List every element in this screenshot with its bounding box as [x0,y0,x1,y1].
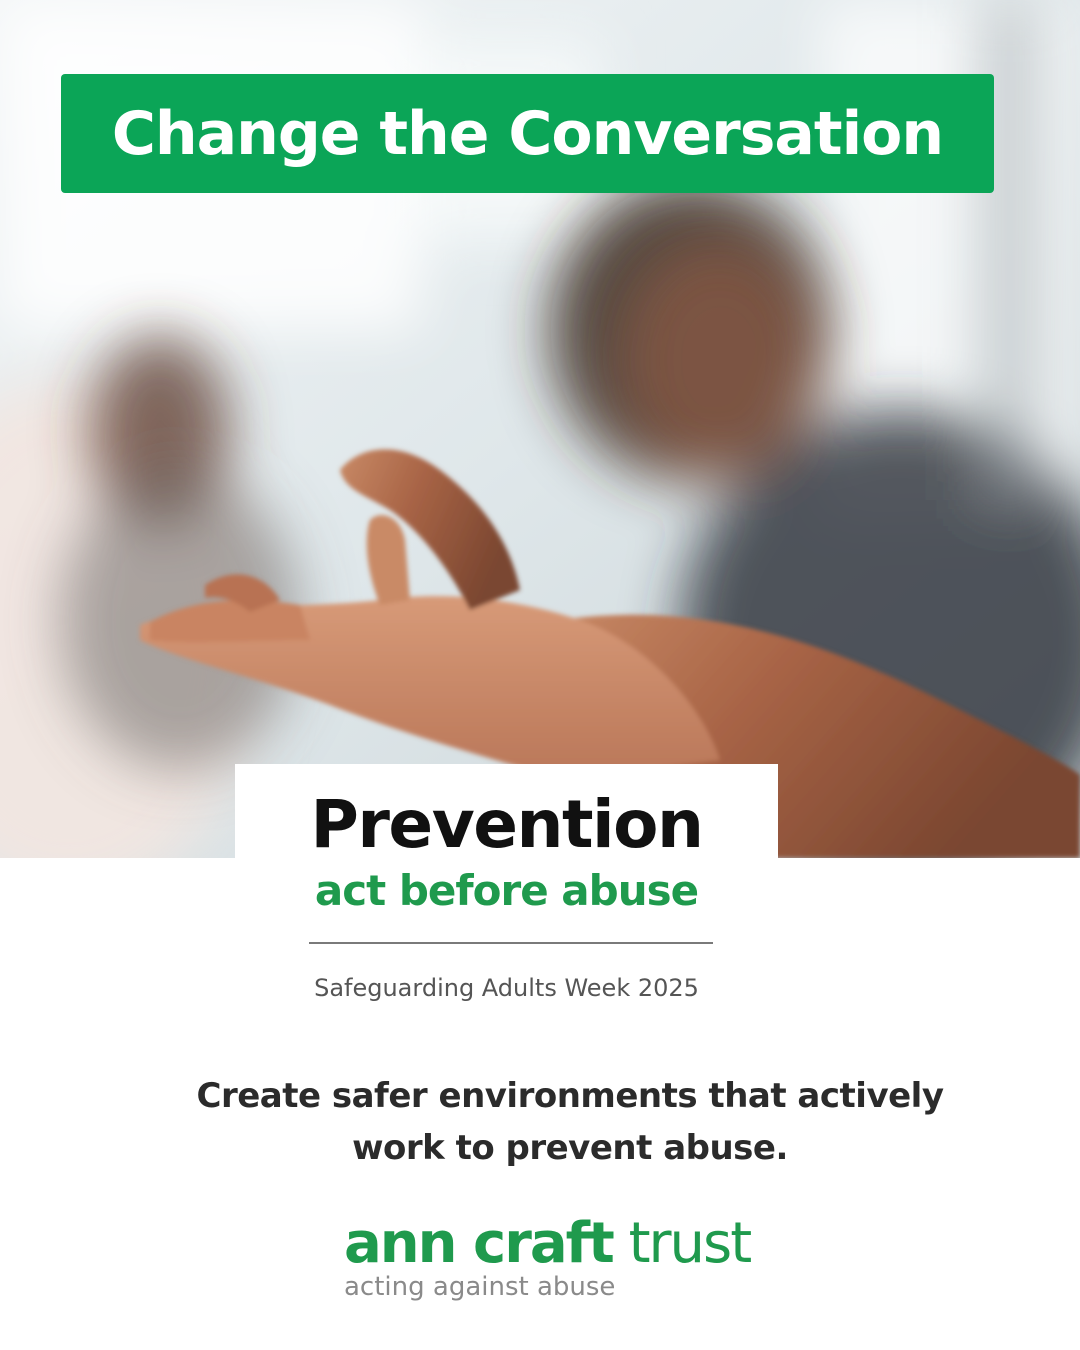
divider [309,942,713,944]
brand-name [344,1212,784,1276]
brand-tagline: acting against abuse [344,1272,616,1302]
campaign-subtitle: act before abuse [314,866,699,915]
message-line-1: Create safer environments that actively [196,1076,944,1116]
campaign-event: Safeguarding Adults Week 2025 [314,974,699,1002]
brand-name-bold: ann craft [344,1211,613,1276]
headline-banner [61,74,994,193]
message-line-2: work to prevent abuse. [352,1128,788,1168]
campaign-title: Prevention [310,786,703,863]
brand-logo [344,1212,784,1302]
brand-name-light: trust [612,1211,751,1276]
campaign-card [235,764,778,1070]
headline-text: Change the Conversation [111,98,944,169]
message-text [120,1070,1020,1174]
